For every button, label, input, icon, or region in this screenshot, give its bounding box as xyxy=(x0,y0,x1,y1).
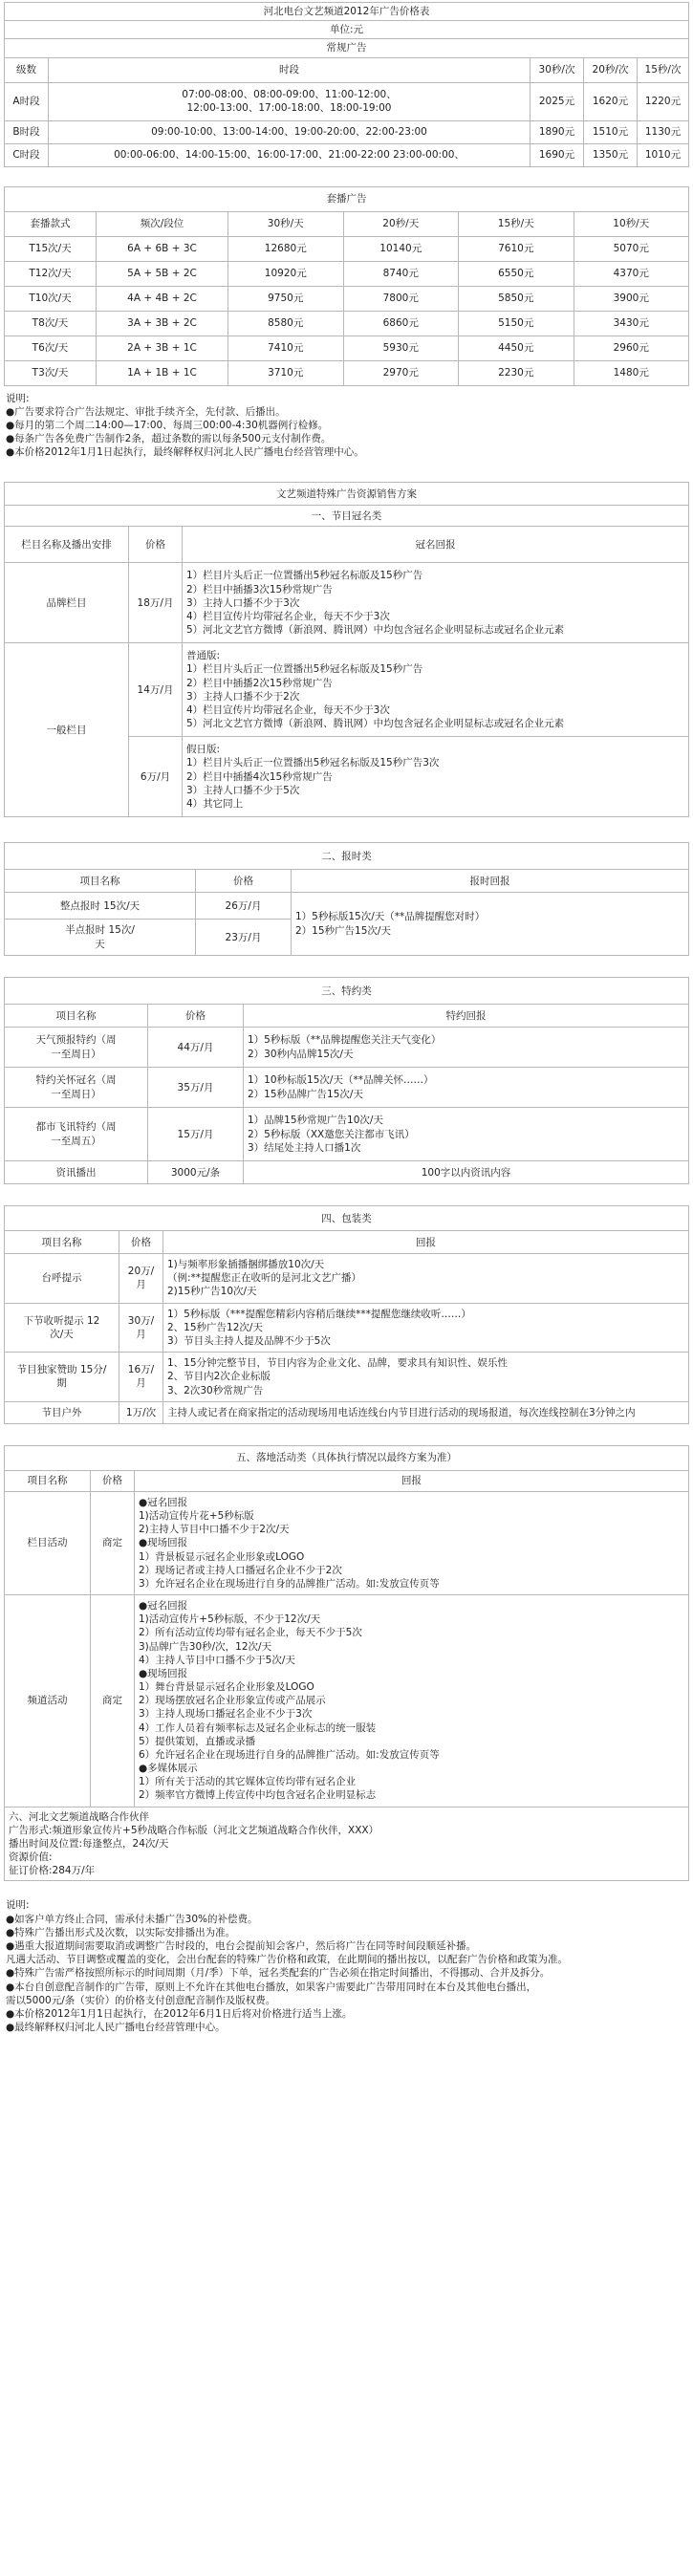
price-cell: 1130元 xyxy=(638,120,689,143)
return-line: 4）主持人节目中口播不少于5次/天 xyxy=(139,1654,295,1666)
return-line: ●多媒体展示 xyxy=(139,1763,198,1775)
packaging-table xyxy=(4,1205,689,1424)
col-header: 价格 xyxy=(148,1005,244,1028)
package-ad-title: 套播广告 xyxy=(5,186,689,211)
item-name: 特约关怀冠名（周一至周日） xyxy=(5,1068,148,1108)
return-line: 3)品牌广告30秒/次，12次/天 xyxy=(139,1640,272,1653)
notes-1 xyxy=(4,390,689,462)
price-cell: 2960元 xyxy=(574,336,689,360)
section-line: 播出时间及位置:每逢整点，24次/天 xyxy=(9,1837,169,1850)
price-cell: 商定 xyxy=(91,1595,135,1808)
col-header: 价格 xyxy=(91,1470,135,1491)
frequency-cell: 6A + 6B + 3C xyxy=(97,236,228,261)
return-line: ●冠名回报 xyxy=(139,1600,188,1613)
slot-line: 12:00-13:00、17:00-18:00、18:00-19:00 xyxy=(186,102,392,115)
price-cell: 20万/月 xyxy=(119,1254,163,1304)
package-name: T15次/天 xyxy=(5,236,97,261)
frequency-cell: 4A + 4B + 2C xyxy=(97,286,228,311)
return-line: 1)活动宣传片花+5秒标版 xyxy=(139,1510,254,1523)
return-line: 2）栏目中插播2次15秒常规广告 xyxy=(186,677,333,689)
frequency-cell: 3A + 3B + 2C xyxy=(97,311,228,336)
package-ad-price-table xyxy=(4,186,689,386)
col-header: 价格 xyxy=(119,1231,163,1254)
special-sponsor-table xyxy=(4,977,689,1184)
frequency-cell: 5A + 5B + 2C xyxy=(97,261,228,286)
note-line: ●遇重大报道期间需要取消或调整广告时段的，电台会提前知会客户，然后将广告在同等时间段顺延补播。 xyxy=(6,1940,477,1952)
table-row xyxy=(5,143,689,166)
return-line: 2）15秒广告15次/天 xyxy=(295,924,391,937)
item-name: 资讯播出 xyxy=(5,1161,148,1184)
return-line: 5）河北文艺官方微博（新浪网、腾讯网）中均包含冠名企业明显标志或冠名企业元素 xyxy=(186,624,565,637)
slot-line: 09:00-10:00、13:00-14:00、19:00-20:00、22:00-23:00 xyxy=(49,120,531,143)
table-row xyxy=(5,643,689,737)
col-header: 频次/段位 xyxy=(97,211,228,236)
price-cell: 7610元 xyxy=(459,236,574,261)
price-cell: 35万/月 xyxy=(148,1068,244,1108)
note-line: ●广告要求符合广告法规定、审批手续齐全，先付款、后播出。 xyxy=(6,405,286,418)
section-line: 六、河北文艺频道战略合作伙伴 xyxy=(9,1810,149,1823)
return-line: 2)15秒广告10次/天 xyxy=(167,1286,257,1298)
price-cell: 23万/月 xyxy=(196,920,292,956)
level-cell: B时段 xyxy=(5,120,49,143)
table-row xyxy=(5,120,689,143)
col-header: 冠名回报 xyxy=(183,527,689,563)
table-row xyxy=(5,1068,689,1108)
col-header: 回报 xyxy=(135,1470,689,1491)
price-cell: 2230元 xyxy=(459,360,574,385)
return-line: 2）现场摆放冠名企业形象宣传或产品展示 xyxy=(139,1695,326,1707)
return-line: ●现场回报 xyxy=(139,1537,188,1549)
price-cell: 5850元 xyxy=(459,286,574,311)
item-name: 频道活动 xyxy=(5,1595,91,1808)
section-line: 广告形式:频道形象宣传片+5秒战略合作标版（河北文艺频道战略合作伙伴，XXX） xyxy=(9,1824,379,1836)
col-header: 10秒/天 xyxy=(574,211,689,236)
price-cell: 2970元 xyxy=(343,360,459,385)
item-name: 节目户外 xyxy=(5,1401,119,1423)
col-header: 项目名称 xyxy=(5,1231,119,1254)
price-cell: 12680元 xyxy=(228,236,344,261)
slot-line: 07:00-08:00、08:00-09:00、11:00-12:00、 xyxy=(182,88,397,100)
price-cell: 4450元 xyxy=(459,336,574,360)
col-header-level: 级数 xyxy=(5,57,49,82)
table-row xyxy=(5,1254,689,1304)
item-name: 节目独家赞助 15分/期 xyxy=(5,1353,119,1402)
price-cell: 5150元 xyxy=(459,311,574,336)
package-name: T8次/天 xyxy=(5,311,97,336)
note-line: 说明: xyxy=(6,392,30,404)
item-name: 栏目活动 xyxy=(5,1491,91,1594)
price-cell: 14万/月 xyxy=(129,643,183,737)
note-line: ●每条广告各免费广告制作2条，超过条数的需以每条500元支付制作费。 xyxy=(6,433,332,445)
strategic-partner-section xyxy=(4,1808,689,1882)
price-cell: 6550元 xyxy=(459,261,574,286)
price-cell: 1010元 xyxy=(638,143,689,166)
price-table-title: 河北电台文艺频道2012年广告价格表 xyxy=(5,3,689,21)
col-header-30s: 30秒/次 xyxy=(531,57,584,82)
price-cell: 8580元 xyxy=(228,311,344,336)
table-row xyxy=(5,286,689,311)
return-line: 2）现场记者或主持人口播冠名企业不少于2次 xyxy=(139,1564,342,1576)
price-cell: 5930元 xyxy=(343,336,459,360)
section-title: 五、落地活动类（具体执行情况以最终方案为准） xyxy=(5,1445,689,1470)
price-cell: 1890元 xyxy=(531,120,584,143)
return-line: 2）5秒标版（XX邀您关注都市飞讯） xyxy=(248,1128,415,1140)
col-header: 特约回报 xyxy=(244,1005,689,1028)
time-signal-table xyxy=(4,842,689,956)
price-cell: 商定 xyxy=(91,1491,135,1594)
return-line: 2）栏目中插播4次15秒常规广告 xyxy=(186,770,333,783)
price-cell: 1620元 xyxy=(584,82,638,120)
col-header: 项目名称 xyxy=(5,870,196,893)
level-cell: A时段 xyxy=(5,82,49,120)
return-line: 3、2次30秒常规广告 xyxy=(167,1384,264,1396)
return-line: 5）提供策划，直播或录播 xyxy=(139,1735,256,1747)
col-header: 项目名称 xyxy=(5,1005,148,1028)
table-row xyxy=(5,1491,689,1594)
note-line: ●特殊广告播出形式及次数，以实际安排播出为准。 xyxy=(6,1926,236,1938)
package-name: T6次/天 xyxy=(5,336,97,360)
table-row xyxy=(5,336,689,360)
item-name: 都市飞讯特约（周一至周五） xyxy=(5,1108,148,1161)
table-row xyxy=(5,311,689,336)
price-cell: 1220元 xyxy=(638,82,689,120)
price-cell: 9750元 xyxy=(228,286,344,311)
return-line: 1）栏目片头后正一位置播出5秒冠名标版及15秒广告3次 xyxy=(186,757,440,769)
return-line: 普通版: xyxy=(186,650,221,662)
title-sponsorship-table xyxy=(4,482,689,817)
table-row xyxy=(5,1353,689,1402)
col-header: 价格 xyxy=(129,527,183,563)
section-title: 四、包装类 xyxy=(5,1206,689,1231)
table-row xyxy=(5,82,689,120)
return-line: 2)主持人节目中口播不少于2次/天 xyxy=(139,1524,290,1536)
package-name: T12次/天 xyxy=(5,261,97,286)
program-name: 一般栏目 xyxy=(5,643,129,817)
price-cell: 10140元 xyxy=(343,236,459,261)
item-name: 天气预报特约（周一至周日） xyxy=(5,1028,148,1068)
price-cell: 1480元 xyxy=(574,360,689,385)
price-cell: 3710元 xyxy=(228,360,344,385)
price-cell: 1690元 xyxy=(531,143,584,166)
price-cell: 16万/月 xyxy=(119,1353,163,1402)
notes-2 xyxy=(4,1896,689,2036)
col-header: 项目名称 xyxy=(5,1470,91,1491)
return-line: 2）15秒品牌广告15次/天 xyxy=(248,1088,363,1100)
col-header: 15秒/天 xyxy=(459,211,574,236)
return-line: 1）舞台背景显示冠名企业形象及LOGO xyxy=(139,1681,314,1694)
return-line: 1）栏目片头后正一位置播出5秒冠名标版及15秒广告 xyxy=(186,663,423,676)
return-line: 1)活动宣传片+5秒标版，不少于12次/天 xyxy=(139,1613,321,1626)
return-line: 4）栏目宣传片均带冠名企业，每天不少于3次 xyxy=(186,704,390,716)
price-cell: 7410元 xyxy=(228,336,344,360)
price-cell: 3900元 xyxy=(574,286,689,311)
table-row xyxy=(5,1108,689,1161)
package-name: T10次/天 xyxy=(5,286,97,311)
item-name: 整点报时 15次/天 xyxy=(5,893,196,920)
section-line: 征订价格:284万/年 xyxy=(9,1865,96,1877)
col-header: 20秒/天 xyxy=(343,211,459,236)
price-cell: 10920元 xyxy=(228,261,344,286)
table-row xyxy=(5,1028,689,1068)
return-line: 100字以内资讯内容 xyxy=(244,1161,689,1184)
return-line: 4）工作人员着有频率标志及冠名企业标志的统一服装 xyxy=(139,1721,377,1734)
return-line: 3）允许冠名企业在现场进行自身的品牌推广活动。如:发放宣传页等 xyxy=(139,1577,440,1590)
return-line: 1）品牌15秒常规广告10次/天 xyxy=(248,1115,383,1127)
return-line: 3）主持人口播不少于3次 xyxy=(186,596,300,609)
return-line: 2）栏目中插播3次15秒常规广告 xyxy=(186,583,333,595)
return-line: 2）频率官方微博上传宣传中均包含冠名企业明显标志 xyxy=(139,1789,377,1802)
price-cell: 1万/次 xyxy=(119,1401,163,1423)
note-line: ●本台自创意配音制作的广告带，原则上不允许在其他电台播放，如果客户需要此广告带用同时在本台及其他电台播出， xyxy=(6,1981,537,1993)
return-line: 1）5秒标版15次/天（**品牌提醒您对时） xyxy=(295,911,486,923)
table-row xyxy=(5,1161,689,1184)
table-row xyxy=(5,261,689,286)
note-line: 说明: xyxy=(6,1899,30,1912)
col-header-20s: 20秒/次 xyxy=(584,57,638,82)
col-header: 报时回报 xyxy=(292,870,689,893)
section-title: 一、节目冠名类 xyxy=(5,506,689,527)
table-row xyxy=(5,563,689,643)
return-line: 4）其它同上 xyxy=(186,797,244,810)
return-line: 1、15分钟完整节目，节目内容为企业文化、品牌，要求具有知识性、娱乐性 xyxy=(167,1357,509,1370)
col-header: 回报 xyxy=(163,1231,689,1254)
return-line: ●冠名回报 xyxy=(139,1496,188,1508)
item-name: 下节收听提示 12次/天 xyxy=(5,1303,119,1353)
unit-label: 单位:元 xyxy=(5,21,689,39)
table-row xyxy=(5,360,689,385)
return-line: ●现场回报 xyxy=(139,1667,188,1679)
price-cell: 18万/月 xyxy=(129,563,183,643)
price-cell: 6860元 xyxy=(343,311,459,336)
return-line: 3）主持人口播不少于2次 xyxy=(186,690,300,703)
table-row xyxy=(5,236,689,261)
col-header-15s: 15秒/次 xyxy=(638,57,689,82)
price-cell: 15万/月 xyxy=(148,1108,244,1161)
return-line: 主持人或记者在商家指定的活动现场用电话连线台内节目进行活动的现场报道，每次连线控制在3分钟之内 xyxy=(167,1406,636,1418)
return-line: 3）节目头主持人提及品牌不少于5次 xyxy=(167,1334,331,1347)
price-cell: 5070元 xyxy=(574,236,689,261)
col-header: 价格 xyxy=(196,870,292,893)
package-name: T3次/天 xyxy=(5,360,97,385)
return-line: 1)与频率形象插播捆绑播放10次/天 xyxy=(167,1259,325,1271)
regular-ad-price-table xyxy=(4,2,689,167)
price-cell: 30万/月 xyxy=(119,1303,163,1353)
regular-ad-subtitle: 常规广告 xyxy=(5,39,689,57)
section-line: 资源价值: xyxy=(9,1851,53,1864)
table-row xyxy=(5,1303,689,1353)
table-row xyxy=(5,1595,689,1808)
return-line: 1）10秒标版15次/天（**品牌关怀……） xyxy=(248,1074,434,1087)
return-line: 4）栏目宣传片均带冠名企业，每天不少于3次 xyxy=(186,610,390,622)
note-line: 凡遇大活动、节目调整或覆盖的变化，会出台配套的特殊广告价格和政策，在此期间的播出按以，以配套广告价格和政策为准。 xyxy=(6,1954,568,1966)
price-cell: 3430元 xyxy=(574,311,689,336)
col-header: 30秒/天 xyxy=(228,211,344,236)
note-line: ●如客户单方终止合同，需承付未播广告30%的补偿费。 xyxy=(6,1913,258,1925)
return-line: 6）允许冠名企业在现场进行自身的品牌推广活动。如:发放宣传页等 xyxy=(139,1748,440,1761)
return-line: （例:**提醒您正在收听的是河北文艺广播） xyxy=(167,1272,362,1285)
item-name: 台呼提示 xyxy=(5,1254,119,1304)
level-cell: C时段 xyxy=(5,143,49,166)
price-cell: 2025元 xyxy=(531,82,584,120)
section-title: 二、报时类 xyxy=(5,843,689,870)
table-row xyxy=(5,1401,689,1423)
price-cell: 3000元/条 xyxy=(148,1161,244,1184)
return-line: 2、节目内2次企业标版 xyxy=(167,1371,271,1383)
note-line: ●特殊广告需严格按照所标示的时间周期（月/季）下单，冠名类配套的广告必须在指定时间播出，不得挪动、合并及拆分。 xyxy=(6,1967,551,1980)
table-row xyxy=(5,893,689,920)
note-line: ●本价格2012年1月1日起执行，最终解释权归河北人民广播电台经营管理中心。 xyxy=(6,446,364,459)
price-cell: 44万/月 xyxy=(148,1028,244,1068)
section-title: 三、特约类 xyxy=(5,978,689,1005)
price-cell: 4370元 xyxy=(574,261,689,286)
note-line: ●本价格2012年1月1日起执行，在2012年6月1日后将对价格进行适当上涨。 xyxy=(6,2007,353,2020)
return-line: 1）所有关于活动的其它媒体宣传均带有冠名企业 xyxy=(139,1776,357,1788)
return-line: 1）5秒标版（***提醒您精彩内容稍后继续***提醒您继续收听……） xyxy=(167,1308,471,1320)
program-name: 品牌栏目 xyxy=(5,563,129,643)
item-name: 半点报时 15次/天 xyxy=(5,920,196,956)
return-line: 1）栏目片头后正一位置播出5秒冠名标版及15秒广告 xyxy=(186,570,423,582)
col-header: 栏目名称及播出安排 xyxy=(5,527,129,563)
return-line: 2、15秒广告12次/天 xyxy=(167,1321,263,1333)
col-header: 套播款式 xyxy=(5,211,97,236)
price-cell: 7800元 xyxy=(343,286,459,311)
frequency-cell: 2A + 3B + 1C xyxy=(97,336,228,360)
price-cell: 26万/月 xyxy=(196,893,292,920)
price-cell: 8740元 xyxy=(343,261,459,286)
return-line: 假日版: xyxy=(186,744,221,756)
price-cell: 1510元 xyxy=(584,120,638,143)
slot-line: 00:00-06:00、14:00-15:00、16:00-17:00、21:00-22:00 23:00-00:00、 xyxy=(49,143,531,166)
note-line: ●每月的第二个周二14:00—17:00、每周三00:00-4:30机器例行检修。 xyxy=(6,419,329,431)
price-cell: 6万/月 xyxy=(129,737,183,817)
return-line: 3）主持人口播不少于5次 xyxy=(186,784,300,796)
special-ad-title: 文艺频道特殊广告资源销售方案 xyxy=(5,483,689,506)
note-line: ●最终解释权归河北人民广播电台经营管理中心。 xyxy=(6,2022,226,2034)
return-line: 1）5秒标版（**品牌提醒您关注天气变化） xyxy=(248,1034,442,1047)
frequency-cell: 1A + 1B + 1C xyxy=(97,360,228,385)
price-cell: 1350元 xyxy=(584,143,638,166)
return-line: 1）背景板显示冠名企业形象或LOGO xyxy=(139,1550,305,1563)
note-line: 需以5000元/条（实价）的价格支付创意配音制作及版权费。 xyxy=(6,1994,276,2006)
return-line: 3）结尾处主持人口播1次 xyxy=(248,1141,361,1154)
events-table xyxy=(4,1445,689,1808)
return-line: 2）所有活动宣传均带有冠名企业，每天不少于5次 xyxy=(139,1627,362,1639)
return-line: 2）30秒内品牌15次/天 xyxy=(248,1048,354,1060)
return-line: 5）河北文艺官方微博（新浪网、腾讯网）中均包含冠名企业明显标志或冠名企业元素 xyxy=(186,718,565,730)
col-header-slot: 时段 xyxy=(49,57,531,82)
return-line: 3）主持人现场口播冠名企业不少于3次 xyxy=(139,1708,313,1721)
